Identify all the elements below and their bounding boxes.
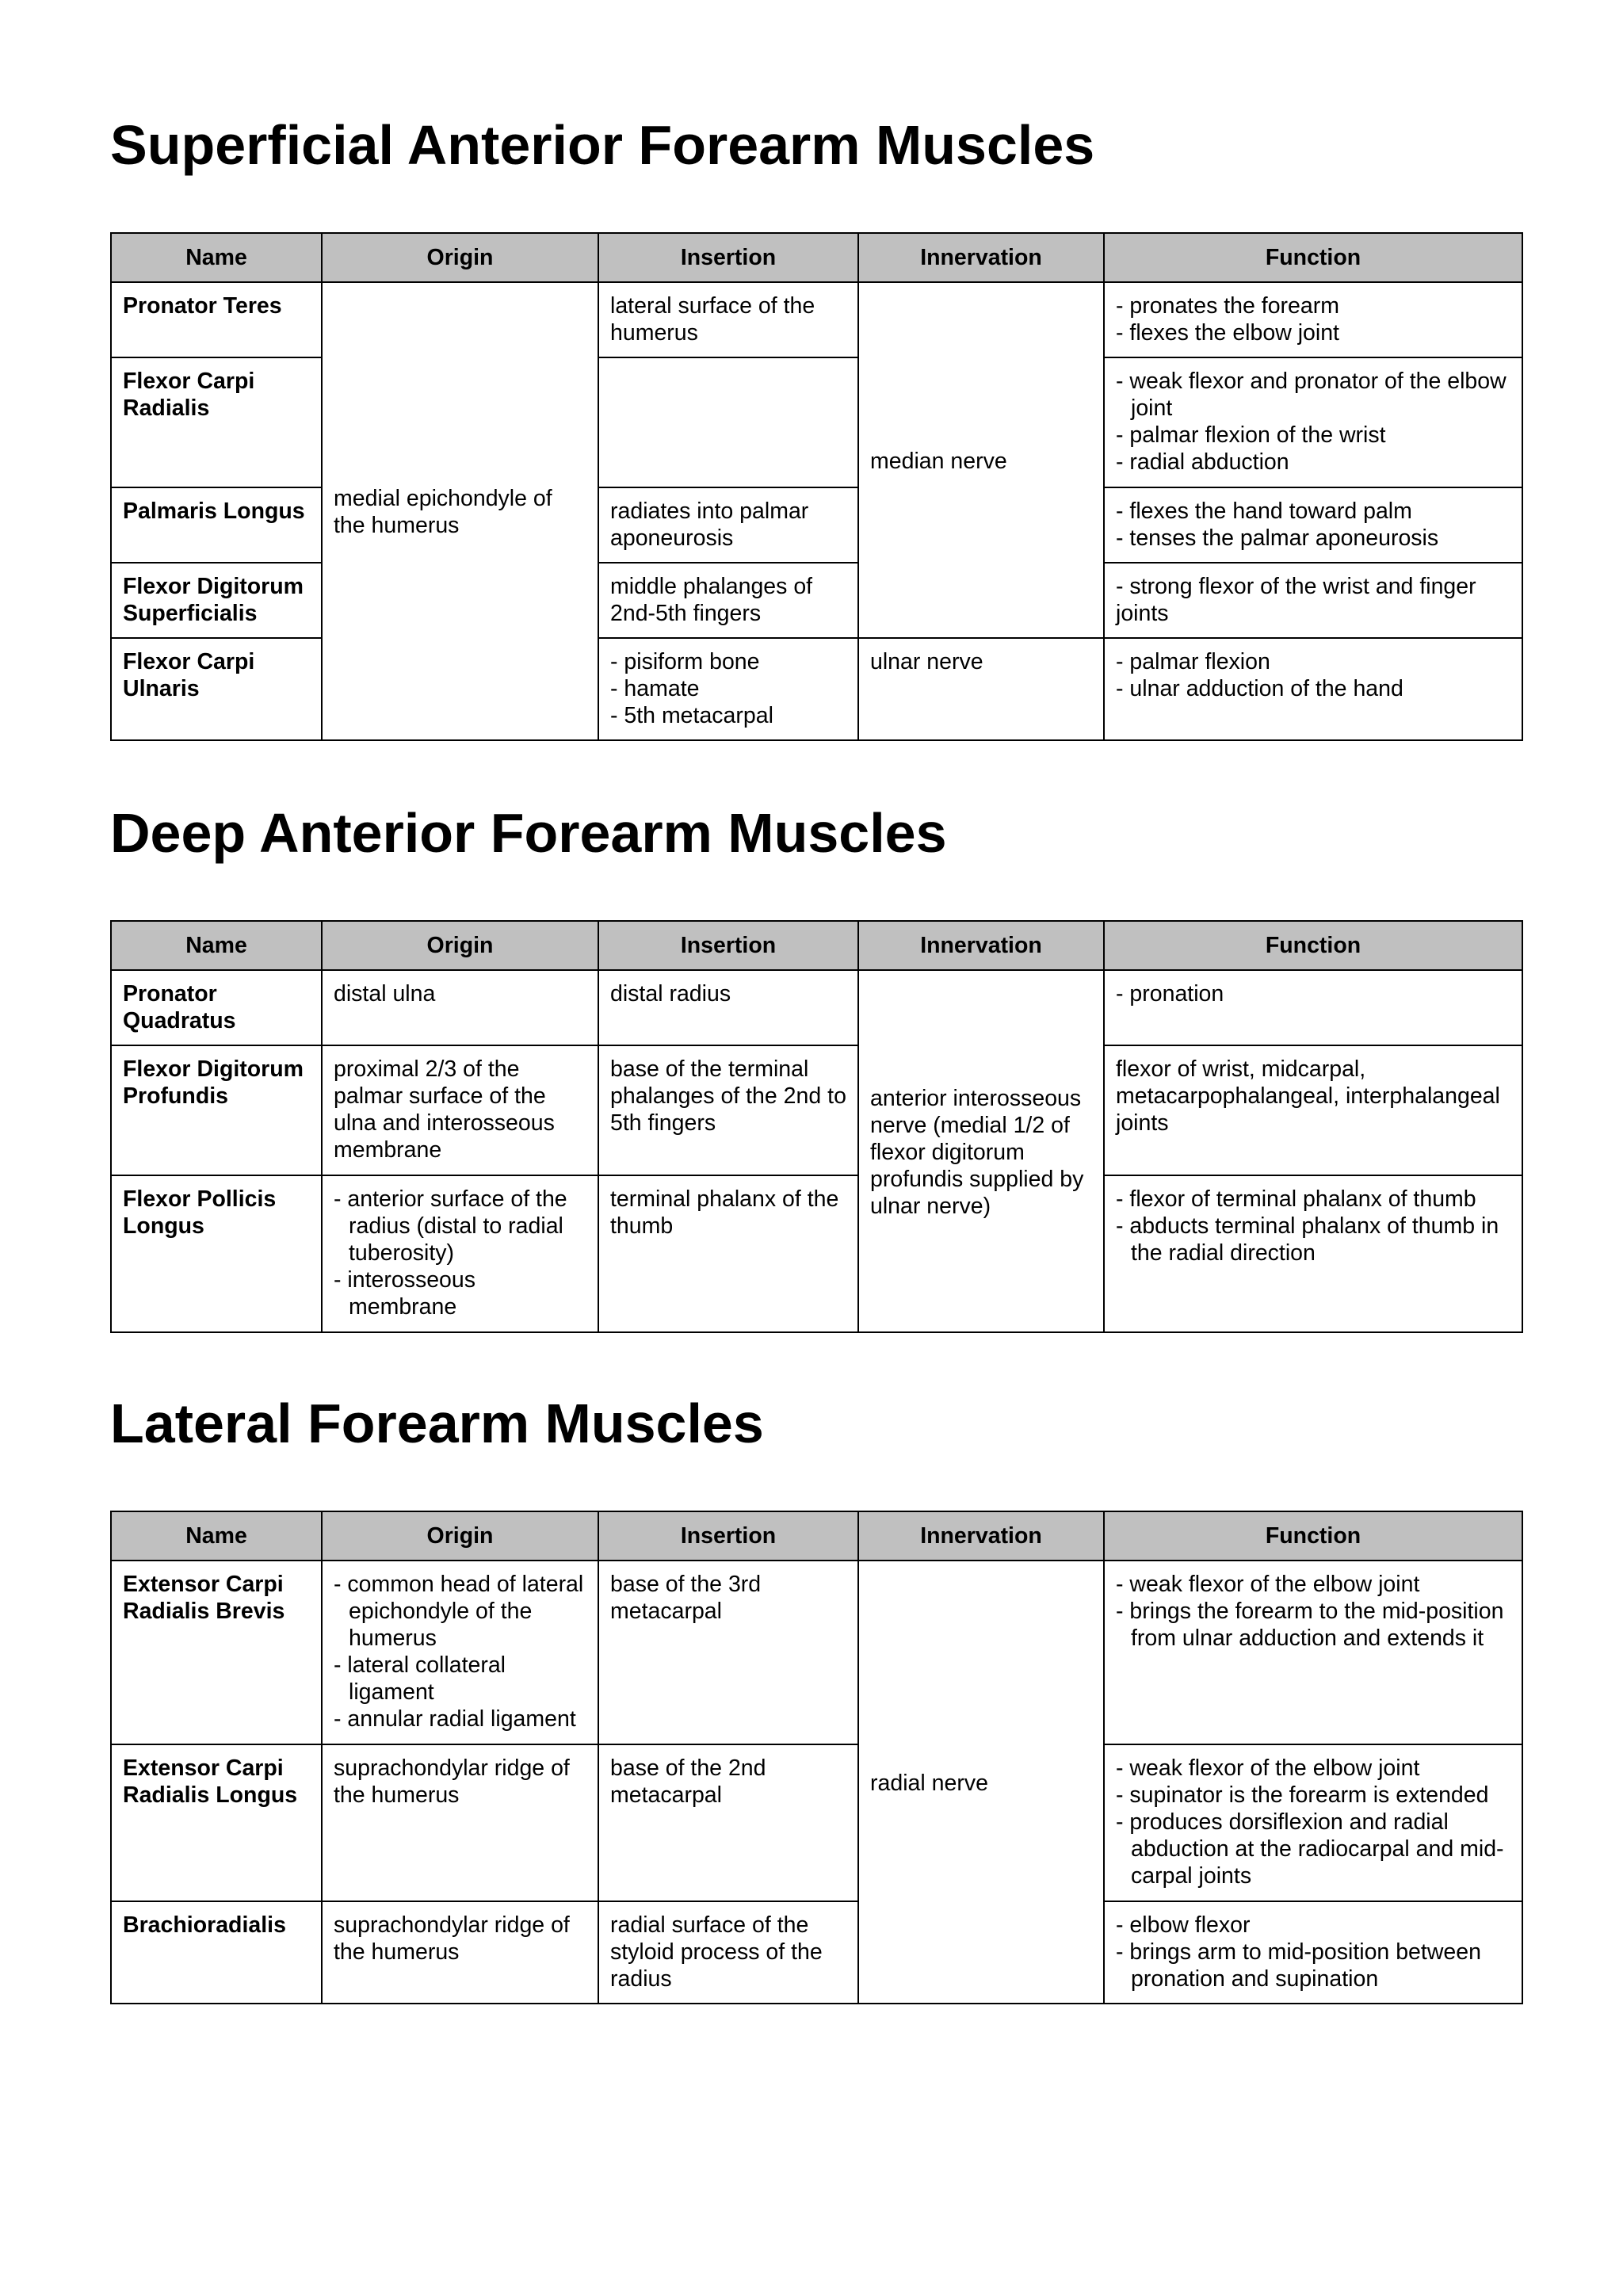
muscle-name: Extensor Carpi Radialis Longus <box>111 1744 322 1901</box>
function-item: - flexor of terminal phalanx of thumb <box>1116 1186 1476 1212</box>
table-row <box>111 970 1522 1045</box>
function-cell <box>1104 1561 1522 1744</box>
header-origin: Origin <box>322 1511 598 1561</box>
function-cell <box>1104 1175 1522 1332</box>
insertion-cell <box>598 638 858 740</box>
function-item: - flexes the elbow joint <box>1116 320 1339 346</box>
muscle-name: Flexor Digitorum Profundis <box>111 1045 322 1175</box>
header-innervation: Innervation <box>858 233 1104 282</box>
insertion-cell: base of the terminal phalanges of the 2nd to 5th fingers <box>598 1045 858 1175</box>
function-item: - flexes the hand toward palm <box>1116 499 1412 524</box>
header-function: Function <box>1104 1511 1522 1561</box>
section-title-superficial: Superficial Anterior Forearm Muscles <box>110 114 1095 176</box>
function-item: - elbow flexor <box>1116 1912 1251 1938</box>
function-cell <box>1104 563 1522 638</box>
table-row <box>111 1175 1522 1332</box>
insertion-cell: radial surface of the styloid process of the radius <box>598 1901 858 2004</box>
function-cell <box>1104 638 1522 740</box>
function-item: - supinator is the forearm is extended <box>1116 1782 1489 1808</box>
table-row <box>111 1561 1522 1744</box>
insertion-cell <box>598 357 858 487</box>
function-item: - pronates the forearm <box>1116 293 1339 319</box>
origin-item: - lateral collateral ligament <box>334 1652 506 1705</box>
header-innervation: Innervation <box>858 921 1104 970</box>
insertion-cell: radiates into palmar aponeurosis <box>598 487 858 563</box>
insertion-cell: middle phalanges of 2nd-5th fingers <box>598 563 858 638</box>
header-insertion: Insertion <box>598 921 858 970</box>
table-row <box>111 282 1522 357</box>
table-header-row <box>111 1511 1522 1561</box>
muscle-name: Flexor Pollicis Longus <box>111 1175 322 1332</box>
function-item: - brings arm to mid-position between pronation and supination <box>1116 1939 1481 1992</box>
muscle-name: Pronator Teres <box>111 282 322 357</box>
insertion-item: - pisiform bone <box>610 649 760 674</box>
innervation-cell: ulnar nerve <box>858 638 1104 740</box>
innervation-cell: radial nerve <box>858 1561 1104 2004</box>
function-item: - weak flexor of the elbow joint <box>1116 1572 1420 1597</box>
function-item: - weak flexor and pronator of the elbow joint <box>1116 369 1507 421</box>
insertion-cell: base of the 2nd metacarpal <box>598 1744 858 1901</box>
function-item: - produces dorsiflexion and radial abduction at the radiocarpal and mid-carpal joints <box>1116 1809 1504 1889</box>
insertion-cell: terminal phalanx of the thumb <box>598 1175 858 1332</box>
section-title-deep: Deep Anterior Forearm Muscles <box>110 802 947 864</box>
table-header-row <box>111 921 1522 970</box>
insertion-cell: base of the 3rd metacarpal <box>598 1561 858 1744</box>
function-cell <box>1104 487 1522 563</box>
function-item: - strong flexor of the wrist and finger joints <box>1116 574 1476 626</box>
origin-cell <box>322 1561 598 1744</box>
function-item: - tenses the palmar aponeurosis <box>1116 525 1439 551</box>
table-row <box>111 1744 1522 1901</box>
insertion-item: - 5th metacarpal <box>610 703 773 728</box>
origin-item: - interosseous membrane <box>334 1267 476 1320</box>
function-cell: flexor of wrist, midcarpal, metacarpophalangeal, interphalangeal joints <box>1104 1045 1522 1175</box>
muscle-name: Extensor Carpi Radialis Brevis <box>111 1561 322 1744</box>
header-insertion: Insertion <box>598 1511 858 1561</box>
function-item: - brings the forearm to the mid-position from ulnar adduction and extends it <box>1116 1599 1504 1651</box>
function-item: - palmar flexion <box>1116 649 1270 674</box>
header-name: Name <box>111 1511 322 1561</box>
header-origin: Origin <box>322 921 598 970</box>
function-item: - palmar flexion of the wrist <box>1116 422 1386 448</box>
function-item: - weak flexor of the elbow joint <box>1116 1755 1420 1781</box>
header-name: Name <box>111 921 322 970</box>
section-title-lateral: Lateral Forearm Muscles <box>110 1392 764 1454</box>
function-cell <box>1104 282 1522 357</box>
origin-cell: distal ulna <box>322 970 598 1045</box>
function-cell <box>1104 357 1522 487</box>
table-row <box>111 1045 1522 1175</box>
function-cell <box>1104 1744 1522 1901</box>
function-item: - ulnar adduction of the hand <box>1116 676 1403 701</box>
header-function: Function <box>1104 921 1522 970</box>
muscle-name: Pronator Quadratus <box>111 970 322 1045</box>
origin-cell: suprachondylar ridge of the humerus <box>322 1744 598 1901</box>
origin-cell: medial epichondyle of the humerus <box>322 282 598 740</box>
muscle-name: Palmaris Longus <box>111 487 322 563</box>
origin-cell: suprachondylar ridge of the humerus <box>322 1901 598 2004</box>
origin-cell <box>322 1175 598 1332</box>
muscle-name: Flexor Digitorum Superficialis <box>111 563 322 638</box>
insertion-cell: distal radius <box>598 970 858 1045</box>
function-item: - radial abduction <box>1116 449 1289 475</box>
origin-cell: proximal 2/3 of the palmar surface of the ulna and interosseous membrane <box>322 1045 598 1175</box>
header-function: Function <box>1104 233 1522 282</box>
muscle-name: Flexor Carpi Radialis <box>111 357 322 487</box>
muscle-name: Flexor Carpi Ulnaris <box>111 638 322 740</box>
table-superficial-anterior <box>110 232 1523 741</box>
header-name: Name <box>111 233 322 282</box>
header-innervation: Innervation <box>858 1511 1104 1561</box>
table-deep-anterior <box>110 920 1523 1333</box>
header-insertion: Insertion <box>598 233 858 282</box>
function-cell <box>1104 1901 1522 2004</box>
origin-item: - annular radial ligament <box>334 1706 576 1732</box>
table-header-row <box>111 233 1522 282</box>
table-row <box>111 1901 1522 2004</box>
origin-item: - anterior surface of the radius (distal to radial tuberosity) <box>334 1186 567 1266</box>
insertion-cell: lateral surface of the humerus <box>598 282 858 357</box>
table-lateral <box>110 1511 1523 2004</box>
function-item: - abducts terminal phalanx of thumb in the radial direction <box>1116 1213 1499 1266</box>
insertion-item: - hamate <box>610 676 700 701</box>
innervation-cell: anterior interosseous nerve (medial 1/2 of flexor digitorum profundis supplied by ulnar nerve) <box>858 970 1104 1332</box>
innervation-cell: median nerve <box>858 282 1104 638</box>
origin-item: - common head of lateral epichondyle of the humerus <box>334 1572 584 1651</box>
header-origin: Origin <box>322 233 598 282</box>
muscle-name: Brachioradialis <box>111 1901 322 2004</box>
function-cell: - pronation <box>1104 970 1522 1045</box>
